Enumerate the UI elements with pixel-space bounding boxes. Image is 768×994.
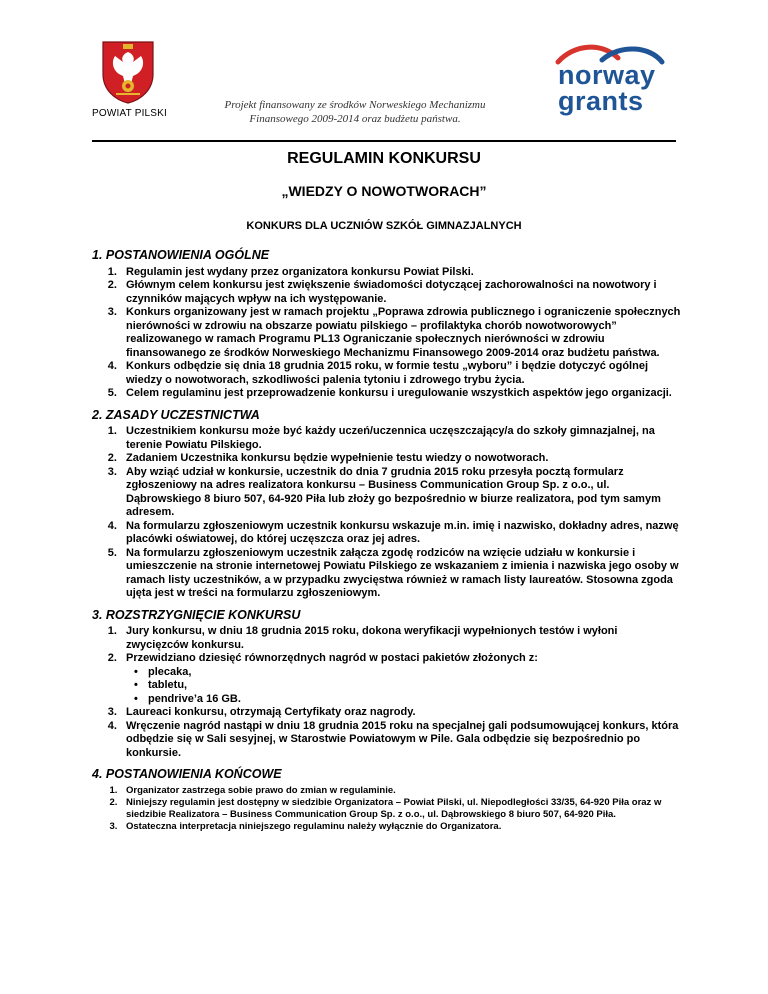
prize-list xyxy=(126,666,682,707)
list-item-prizes xyxy=(120,652,682,706)
section-heading-final: 4. POSTANOWIENIA KOŃCOWE xyxy=(92,767,282,781)
section-list-final xyxy=(92,785,682,833)
grants-word: grants xyxy=(558,86,644,116)
document-body xyxy=(92,245,682,841)
list-item: 5. Celem regulaminu jest przeprowadzenie konkursu i uregulowanie wszystkich aspektów jego organizacji. xyxy=(120,387,682,401)
section-heading-resolution: 3. ROZSTRZYGNIĘCIE KONKURSU xyxy=(92,607,301,622)
list-item: 3. Aby wziąć udział w konkursie, uczestnik do dnia 7 grudnia 2015 roku przesyła pocztą formularz zgłoszeniowy na adres realizatora konkursu – Business Communication Group Sp. z o.o., ul. Dąbrowskiego 8 biuro 507, 64-920 Piła lub złoży go bezpośrednio w biurze realizatora, pod tym samym adresem. xyxy=(120,466,682,520)
list-item: 4. Na formularzu zgłoszeniowym uczestnik konkursu wskazuje m.in. imię i nazwisko, dokładny adres, nazwę placówki oświatowej, do której uczęszcza oraz jej adres. xyxy=(120,520,682,547)
list-item: 2. Niniejszy regulamin jest dostępny w siedzibie Organizatora – Powiat Pilski, ul. Niepodległości 33/35, 64-920 Piła oraz w siedzibie Realizatora – Business Communication Group Sp. z o.o., ul. Dąbrowskiego 8 biuro 507, 64-920 Piła. xyxy=(120,797,682,821)
prize-item: • plecaka, xyxy=(132,666,682,680)
section-list-resolution xyxy=(92,625,682,760)
coat-of-arms-logo xyxy=(101,40,155,104)
prizes-intro: Przewidziano dziesięć równorzędnych nagród w postaci pakietów złożonych z: xyxy=(126,652,538,664)
norway-word: norway xyxy=(558,60,656,90)
document-subtitle: „WIEDZY O NOWOTWORACH” xyxy=(281,183,487,199)
list-item: 1. Uczestnikiem konkursu może być każdy uczeń/uczennica uczęszczający/a do szkoły gimnazjalnej, na terenie Powiatu Pilskiego. xyxy=(120,425,682,452)
powiat-label: POWIAT PILSKI xyxy=(92,108,168,119)
list-item: 2. Zadaniem Uczestnika konkursu będzie wypełnienie testu wiedzy o nowotworach. xyxy=(120,452,682,466)
project-line-1: Projekt finansowany ze środków Norweskiego Mechanizmu xyxy=(224,99,486,111)
list-item: 1. Jury konkursu, w dniu 18 grudnia 2015 roku, dokona weryfikacji wypełnionych testów i wyłoni zwycięzców konkursu. xyxy=(120,625,682,652)
section-list-participation xyxy=(92,425,682,601)
list-item: 5. Na formularzu zgłoszeniowym uczestnik załącza zgodę rodziców na wzięcie udziału w konkursie i umieszczenie na stronie internetowej Powiatu Pilskiego ze wskazaniem z imienia i nazwiska jego osoby w ramach listy uczestników, a w przypadku zwycięstwa również w ramach listy laureatów. Stosowna zgoda ujęta jest w treści na formularzu zgłoszeniowym. xyxy=(120,547,682,601)
header-divider xyxy=(92,140,676,142)
list-item: 1. Regulamin jest wydany przez organizatora konkursu Powiat Pilski. xyxy=(120,266,682,280)
header xyxy=(0,0,768,140)
section-list-general xyxy=(92,266,682,401)
prize-item: • tabletu, xyxy=(132,679,682,693)
list-item: 3. Laureaci konkursu, otrzymają Certyfikaty oraz nagrody. xyxy=(120,706,682,720)
document-title: REGULAMIN KONKURSU xyxy=(287,150,481,167)
list-item: 4. Konkurs odbędzie się dnia 18 grudnia 2015 roku, w formie testu „wyboru” i będzie dotyczyć ogólnej wiedzy o nowotworach, szkodliwości palenia tytoniu i zdrowego trybu życia. xyxy=(120,360,682,387)
prize-item: • pendrive’a 16 GB. xyxy=(132,693,682,707)
list-item: 2. Głównym celem konkursu jest zwiększenie świadomości dotyczącej zachorowalności na nowotwory i czynników mających wpływ na ich występowanie. xyxy=(120,279,682,306)
list-item: 3. Ostateczna interpretacja niniejszego regulaminu należy wyłącznie do Organizatora. xyxy=(120,821,682,833)
list-item: 3. Konkurs organizowany jest w ramach projektu „Poprawa zdrowia publicznego i ograniczenie społecznych nierówności w zdrowiu na obszarze powiatu pilskiego – profilaktyka chorób nowotworowych” realizowanego w ramach Programu PL13 Ograniczanie społecznych nierówności w zdrowiu finansowanego ze środków Norweskiego Mechanizmu Finansowego 2009-2014 oraz budżetu państwa. xyxy=(120,306,682,360)
list-item: 1. Organizator zastrzega sobie prawo do zmian w regulaminie. xyxy=(120,785,682,797)
project-funding-note xyxy=(205,98,505,126)
list-item: 4. Wręczenie nagród nastąpi w dniu 18 grudnia 2015 roku na specjalnej gali podsumowującej konkurs, która odbędzie się w Sali sesyjnej, w Starostwie Powiatowym w Pile. Gala odbędzie się bezpośrednio po konkursie. xyxy=(120,720,682,761)
project-line-2: Finansowego 2009-2014 oraz budżetu państwa. xyxy=(249,113,461,125)
section-heading-participation: 2. ZASADY UCZESTNICTWA xyxy=(92,407,260,422)
document-subheading: KONKURS DLA UCZNIÓW SZKÓŁ GIMNAZJALNYCH xyxy=(246,220,522,232)
section-heading-general: 1. POSTANOWIENIA OGÓLNE xyxy=(92,248,270,262)
